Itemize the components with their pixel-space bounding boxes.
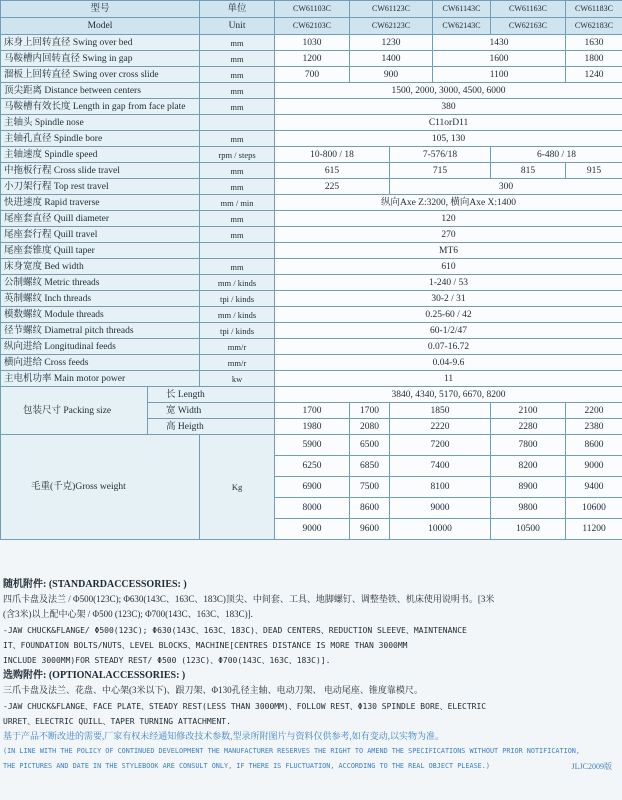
row-label: 马鞍槽有效长度 Length in gap from face plate	[1, 99, 200, 115]
row-label: 主电机功率 Main motor power	[1, 371, 200, 387]
cell-value: 0.07-16.72	[275, 339, 622, 355]
standard-accessories-en-3: INCLUDE 3000MM)FOR STEADY REST/ Φ500 (123C)、Φ700(143C、163C、183C)].	[3, 656, 331, 666]
policy-en-2: THE PICTURES AND DATE IN THE STYLEBOOK ARE CONSULT ONLY, IF THERE IS FLUCTUATION, ACCORDING TO THE REAL OBJECT PLEASE.)	[3, 762, 490, 771]
cell-value: 2080	[350, 419, 390, 435]
cell-value: 7400	[390, 456, 491, 477]
model-label-en: Model	[1, 18, 200, 35]
catalog-version: JLJC2009版	[571, 762, 612, 772]
cell-value: 105, 130	[275, 131, 622, 147]
row-label: 快进速度 Rapid traverse	[1, 195, 200, 211]
row-long-feed	[1, 339, 622, 355]
cell-value: 900	[350, 67, 433, 83]
cell-value: 715	[390, 163, 491, 179]
cell-value: 30-2 / 31	[275, 291, 622, 307]
optional-accessories-en-2: URRET、ELECTRIC QUILL、TAPER TURNING ATTACHMENT.	[3, 716, 231, 726]
cell-value: 10-800 / 18	[275, 147, 390, 163]
cell-value: C11orD11	[275, 115, 622, 131]
cell-value: 11	[275, 371, 622, 387]
row-unit: mm	[200, 259, 275, 275]
row-label: 主轴速度 Spindle speed	[1, 147, 200, 163]
row-label: 顶尖距离 Distance between centers	[1, 83, 200, 99]
row-unit: mm / kinds	[200, 307, 275, 323]
cell-value: 9000	[566, 456, 622, 477]
model-2-top: CW61123C	[350, 1, 433, 18]
cell-value: 700	[275, 67, 350, 83]
cell-value: 60-1/2/47	[275, 323, 622, 339]
model-2-bottom: CW62123C	[350, 18, 433, 35]
cell-value: 2380	[566, 419, 622, 435]
policy-zh: 基于产品不断改进的需要,厂家有权未经通知修改技术参数,型录所附图片与资料仅供参考,如有变动,以实物为准。	[3, 731, 445, 742]
cell-value: 1800	[566, 51, 622, 67]
cell-value: 2200	[566, 403, 622, 419]
row-unit: mm/r	[200, 339, 275, 355]
model-1-bottom: CW62103C	[275, 18, 350, 35]
model-3-top: CW61143C	[433, 1, 491, 18]
cell-value: 1600	[433, 51, 566, 67]
standard-accessories-en-2: IT、FOUNDATION BOLTS/NUTS、LEVEL BLOCKS、MACHINE[CENTRES DISTANCE IS MORE THAN 3000MM	[3, 640, 408, 650]
row-unit: mm	[200, 131, 275, 147]
policy-en-1: (IN LINE WITH THE POLICY OF CONTINUED DEVELOPMENT THE MANUFACTURER RESERVES THE RIGHT TO AMEND THE SPECIFICATIONS WITHOUT PRIOR NOTIFICATION,	[3, 747, 580, 756]
cell-value: 5900	[275, 435, 350, 456]
row-top-rest	[1, 179, 622, 195]
row-label: 小刀架行程 Top rest travel	[1, 179, 200, 195]
cell-value: 1030	[275, 35, 350, 51]
standard-accessories-en-1: -JAW CHUCK&FLANGE/ Φ500(123C); Φ630(143C、163C、183C)、DEAD CENTERS、REDUCTION SLEEVE、MAINTENANCE	[3, 625, 467, 635]
standard-accessories-zh-2: (含3米)以上配中心架 / Φ500 (123C); Φ700(143C、163C、183C)].	[3, 609, 253, 620]
row-unit: tpi / kinds	[200, 291, 275, 307]
standard-accessories-title: 随机附件: (STANDARDACCESSORIES: )	[3, 579, 187, 590]
row-unit: mm / min	[200, 195, 275, 211]
row-packing-length	[1, 387, 622, 403]
cell-value: 10500	[491, 519, 566, 540]
model-label-zh: 型号	[1, 1, 200, 18]
row-unit	[200, 243, 275, 259]
cell-value: 9000	[390, 498, 491, 519]
cell-value: 270	[275, 227, 622, 243]
cell-value: 1700	[350, 403, 390, 419]
cell-value: 11200	[566, 519, 622, 540]
cell-value: 1200	[275, 51, 350, 67]
cell-value: 10000	[390, 519, 491, 540]
row-unit: mm	[200, 99, 275, 115]
cell-value: 1230	[350, 35, 433, 51]
cell-value: 2220	[390, 419, 491, 435]
row-label: 床身宽度 Bed width	[1, 259, 200, 275]
model-5-top: CW61183C	[566, 1, 622, 18]
cell-value: 1100	[433, 67, 566, 83]
packing-length-label: 长 Length	[148, 387, 275, 403]
row-swing-gap	[1, 51, 622, 67]
row-unit: mm / kinds	[200, 275, 275, 291]
packing-width-label: 宽 Width	[148, 403, 275, 419]
cell-value: 1700	[275, 403, 350, 419]
row-swing-bed	[1, 35, 622, 51]
cell-value: 6850	[350, 456, 390, 477]
cell-value: 8600	[350, 498, 390, 519]
optional-accessories-en-1: -JAW CHUCK&FLANGE、FACE PLATE、STEADY REST(LESS THAN 3000MM)、FOLLOW REST、Φ130 SPINDLE BORE、ELECTRIC	[3, 701, 487, 711]
cell-value: 7-576/18	[390, 147, 491, 163]
cell-value: 1850	[390, 403, 491, 419]
model-4-bottom: CW62163C	[491, 18, 566, 35]
row-weight-1	[1, 435, 622, 456]
row-label: 马鞍槽内回转直径 Swing in gap	[1, 51, 200, 67]
weight-label: 毛重(千克)Gross weight	[1, 435, 200, 540]
row-swing-slide	[1, 67, 622, 83]
row-diametral	[1, 323, 622, 339]
cell-value: 1980	[275, 419, 350, 435]
model-1-top: CW61103C	[275, 1, 350, 18]
row-unit: mm/r	[200, 355, 275, 371]
row-unit: mm	[200, 51, 275, 67]
row-label: 中拖板行程 Cross slide travel	[1, 163, 200, 179]
cell-value: 8000	[275, 498, 350, 519]
optional-accessories-title: 选购附件: (OPTIONALACCESSORIES: )	[3, 670, 186, 682]
row-label: 纵向进给 Longitudinal feeds	[1, 339, 200, 355]
row-quill-travel	[1, 227, 622, 243]
row-unit: mm	[200, 35, 275, 51]
cell-value: 7200	[390, 435, 491, 456]
cell-value: 1400	[350, 51, 433, 67]
row-unit: mm	[200, 179, 275, 195]
cell-value: 纵向Axe Z:3200, 横向Axe X:1400	[275, 195, 622, 211]
packing-height-label: 高 Heigth	[148, 419, 275, 435]
cell-value: 10600	[566, 498, 622, 519]
packing-label: 包装尺寸 Packing size	[1, 387, 148, 435]
cell-value: 8100	[390, 477, 491, 498]
cell-value: 9600	[350, 519, 390, 540]
row-nose	[1, 115, 622, 131]
row-centers	[1, 83, 622, 99]
cell-value: 8600	[566, 435, 622, 456]
cell-value: 3840, 4340, 5170, 6670, 8200	[275, 387, 622, 403]
model-4-top: CW61163C	[491, 1, 566, 18]
row-unit: kw	[200, 371, 275, 387]
accessories-notes	[0, 577, 622, 775]
row-speed	[1, 147, 622, 163]
cell-value: 615	[275, 163, 390, 179]
cell-value: 6500	[350, 435, 390, 456]
cell-value: 8200	[491, 456, 566, 477]
cell-value: MT6	[275, 243, 622, 259]
row-unit: mm	[200, 67, 275, 83]
cell-value: 815	[491, 163, 566, 179]
cell-value: 1630	[566, 35, 622, 51]
cell-value: 1500, 2000, 3000, 4500, 6000	[275, 83, 622, 99]
row-rapid	[1, 195, 622, 211]
optional-accessories-zh: 三爪卡盘及法兰、花盘、中心架(3米以下)、跟刀架、Φ130孔径主轴、电动刀架、 电动尾座、锥度靠模尺。	[3, 685, 423, 696]
row-module	[1, 307, 622, 323]
cell-value: 610	[275, 259, 622, 275]
row-unit	[200, 115, 275, 131]
cell-value: 2100	[491, 403, 566, 419]
row-label: 尾座套直径 Quill diameter	[1, 211, 200, 227]
row-cross-slide	[1, 163, 622, 179]
cell-value: 1430	[433, 35, 566, 51]
row-unit: tpi / kinds	[200, 323, 275, 339]
cell-value: 915	[566, 163, 622, 179]
policy-footer	[0, 759, 622, 774]
row-label: 横向进给 Cross feeds	[1, 355, 200, 371]
row-motor	[1, 371, 622, 387]
model-5-bottom: CW62183C	[566, 18, 622, 35]
row-unit: mm	[200, 211, 275, 227]
header-row-2	[1, 18, 622, 35]
row-label: 模数螺纹 Module threads	[1, 307, 200, 323]
unit-label-en: Unit	[200, 18, 275, 35]
cell-value: 9800	[491, 498, 566, 519]
cell-value: 225	[275, 179, 390, 195]
model-3-bottom: CW62143C	[433, 18, 491, 35]
row-label: 主轴头 Spindle nose	[1, 115, 200, 131]
header-row-1	[1, 1, 622, 18]
row-bed-width	[1, 259, 622, 275]
cell-value: 380	[275, 99, 622, 115]
cell-value: 6-480 / 18	[491, 147, 622, 163]
cell-value: 0.04-9.6	[275, 355, 622, 371]
row-unit: mm	[200, 227, 275, 243]
cell-value: 0.25-60 / 42	[275, 307, 622, 323]
cell-value: 9000	[275, 519, 350, 540]
row-unit: rpm / steps	[200, 147, 275, 163]
row-metric	[1, 275, 622, 291]
row-unit: mm	[200, 83, 275, 99]
cell-value: 9400	[566, 477, 622, 498]
cell-value: 1-240 / 53	[275, 275, 622, 291]
row-unit: mm	[200, 163, 275, 179]
cell-value: 2280	[491, 419, 566, 435]
row-label: 溜板上回转直径 Swing over cross slide	[1, 67, 200, 83]
row-label: 英制螺纹 Inch threads	[1, 291, 200, 307]
weight-unit: Kg	[200, 435, 275, 540]
row-gap-length	[1, 99, 622, 115]
unit-label-zh: 单位	[200, 1, 275, 18]
row-bore	[1, 131, 622, 147]
row-inch	[1, 291, 622, 307]
row-quill-taper	[1, 243, 622, 259]
row-label: 尾座套锥度 Quill taper	[1, 243, 200, 259]
cell-value: 7500	[350, 477, 390, 498]
row-label: 床身上回转直径 Swing over bed	[1, 35, 200, 51]
row-label: 尾座套行程 Quill travel	[1, 227, 200, 243]
cell-value: 6250	[275, 456, 350, 477]
row-quill-dia	[1, 211, 622, 227]
row-cross-feed	[1, 355, 622, 371]
cell-value: 6900	[275, 477, 350, 498]
cell-value: 300	[390, 179, 622, 195]
row-label: 径节螺纹 Diametral pitch threads	[1, 323, 200, 339]
standard-accessories-zh-1: 四爪卡盘及法兰 / Φ500(123C); Φ630(143C、163C、183C)顶尖、中间套、工具、地脚螺钉、调整垫铁、机床使用说明书。[3米	[3, 594, 495, 605]
cell-value: 8900	[491, 477, 566, 498]
cell-value: 1240	[566, 67, 622, 83]
cell-value: 7800	[491, 435, 566, 456]
row-label: 公制螺纹 Metric threads	[1, 275, 200, 291]
row-label: 主轴孔直径 Spindle bore	[1, 131, 200, 147]
cell-value: 120	[275, 211, 622, 227]
